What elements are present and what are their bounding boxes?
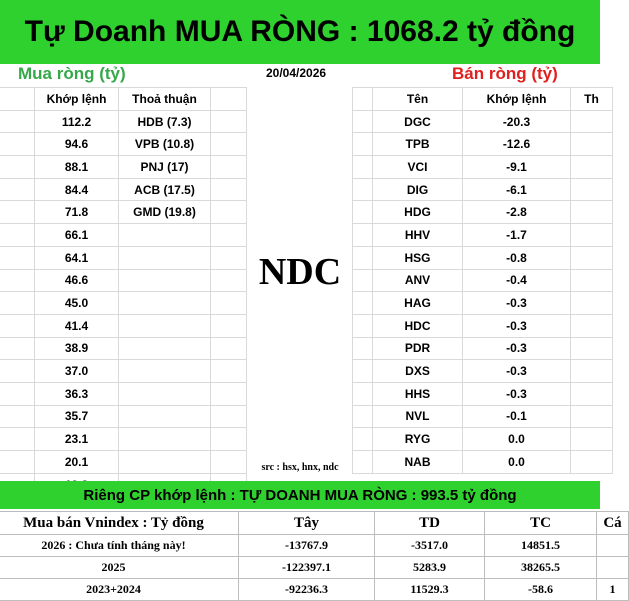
period-label: 2025 [0,557,239,579]
table-cell-blank [211,110,247,133]
period-label: 2023+2024 [0,579,239,601]
table-cell-blank [353,178,373,201]
negotiated-value [119,360,211,383]
table-cell-blank [211,269,247,292]
table-cell-blank [0,201,35,224]
table-cell-blank [571,110,613,133]
negotiated-value [119,405,211,428]
individual-value: 1 [597,579,629,601]
table-header-blank [353,88,373,111]
table-cell-blank [211,314,247,337]
table-cell-blank [571,246,613,269]
table-row [353,382,613,405]
sell-net-table [352,87,613,474]
table-row [353,451,613,474]
table-cell-blank [353,382,373,405]
table-header-blank [211,88,247,111]
ticker: HHS [373,382,463,405]
table-row [0,269,247,292]
negotiated-value [119,246,211,269]
table-header-negotiated: Th [571,88,613,111]
header-foreign: Tây [239,512,375,535]
matched-value: -12.6 [463,133,571,156]
matched-value: -2.8 [463,201,571,224]
header-vnindex: Mua bán Vnindex : Tỷ đồng [0,512,239,535]
matched-value: 37.0 [35,360,119,383]
table-cell-blank [353,451,373,474]
negotiated-value: ACB (17.5) [119,178,211,201]
table-row [0,579,629,601]
table-row [353,405,613,428]
negotiated-value: VPB (10.8) [119,133,211,156]
table-cell-blank [353,292,373,315]
negotiated-value: HDB (7.3) [119,110,211,133]
summary-bar: Riêng CP khớp lệnh : TỰ DOANH MUA RÒNG : 993.5 tỷ đồng [0,481,600,509]
negotiated-value [119,382,211,405]
table-header-matched: Khớp lệnh [35,88,119,111]
sell-net-label: Bán ròng (tỷ) [452,64,558,83]
table-header-blank [0,88,35,111]
table-row [0,246,247,269]
table-cell-blank [211,246,247,269]
report-date: 20/04/2026 [266,66,327,80]
matched-value: -0.1 [463,405,571,428]
matched-value: 0.0 [463,451,571,474]
negotiated-value: PNJ (17) [119,156,211,179]
table-cell-blank [353,133,373,156]
table-cell-blank [571,133,613,156]
institution-value: 14851.5 [485,535,597,557]
table-row [353,133,613,156]
matched-value: -0.3 [463,314,571,337]
header-individual: Cá [597,512,629,535]
table-cell-blank [571,292,613,315]
table-row [0,292,247,315]
matched-value: 64.1 [35,246,119,269]
negotiated-value [119,269,211,292]
ticker: HDG [373,201,463,224]
negotiated-value [119,224,211,247]
matched-value: -1.7 [463,224,571,247]
ticker: DIG [373,178,463,201]
table-row [353,201,613,224]
table-cell-blank [211,178,247,201]
ticker: VCI [373,156,463,179]
table-cell-blank [211,156,247,179]
matched-value: 94.6 [35,133,119,156]
table-row [0,110,247,133]
matched-value: -9.1 [463,156,571,179]
period-label: 2026 : Chưa tính tháng này! [0,535,239,557]
table-row [0,535,629,557]
table-cell-blank [353,269,373,292]
table-cell-blank [0,360,35,383]
table-cell-blank [353,360,373,383]
matched-value: 41.4 [35,314,119,337]
table-cell-blank [0,314,35,337]
table-cell-blank [0,269,35,292]
table-header-negotiated: Thoả thuận [119,88,211,111]
table-row [353,360,613,383]
matched-value: -0.3 [463,292,571,315]
institution-value: -58.6 [485,579,597,601]
matched-value: 36.3 [35,382,119,405]
table-cell-blank [353,156,373,179]
matched-value: 84.4 [35,178,119,201]
table-row [353,110,613,133]
table-cell-blank [211,337,247,360]
table-cell-blank [353,201,373,224]
table-row [0,178,247,201]
ticker: HDC [373,314,463,337]
table-cell-blank [353,246,373,269]
buy-net-label: Mua ròng (tỷ) [18,64,126,83]
matched-value: 45.0 [35,292,119,315]
buy-net-table [0,87,247,496]
table-cell-blank [571,314,613,337]
table-cell-blank [0,178,35,201]
vnindex-flow-rows [0,535,629,601]
matched-value: -0.3 [463,360,571,383]
table-cell-blank [0,156,35,179]
table-cell-blank [571,337,613,360]
ticker: HSG [373,246,463,269]
matched-value: 23.1 [35,428,119,451]
table-cell-blank [211,224,247,247]
matched-value: -20.3 [463,110,571,133]
source-note: src : hsx, hnx, ndc [261,462,339,473]
table-row [353,337,613,360]
foreign-value: -122397.1 [239,557,375,579]
table-cell-blank [571,156,613,179]
matched-value: 88.1 [35,156,119,179]
table-cell-blank [353,224,373,247]
matched-value: 112.2 [35,110,119,133]
table-row [353,269,613,292]
matched-value: -6.1 [463,178,571,201]
table-cell-blank [0,246,35,269]
table-cell-blank [571,405,613,428]
proprietary-value: 11529.3 [375,579,485,601]
table-cell-blank [353,337,373,360]
table-cell-blank [211,405,247,428]
table-row [0,428,247,451]
table-row [0,224,247,247]
table-cell-blank [211,292,247,315]
table-row [0,405,247,428]
proprietary-value: 5283.9 [375,557,485,579]
individual-value [597,557,629,579]
negotiated-value [119,337,211,360]
matched-value: 46.6 [35,269,119,292]
ticker: PDR [373,337,463,360]
table-row [353,224,613,247]
foreign-value: -13767.9 [239,535,375,557]
table-header-matched: Khớp lệnh [463,88,571,111]
ticker: DGC [373,110,463,133]
table-cell-blank [353,314,373,337]
matched-value: 35.7 [35,405,119,428]
table-row [0,314,247,337]
table-cell-blank [211,360,247,383]
matched-value: -0.4 [463,269,571,292]
table-cell-blank [0,337,35,360]
table-cell-blank [353,110,373,133]
matched-value: 0.0 [463,428,571,451]
table-row [353,156,613,179]
matched-value: -0.3 [463,337,571,360]
ticker: NAB [373,451,463,474]
table-row [0,156,247,179]
table-header-name: Tên [373,88,463,111]
matched-value: -0.3 [463,382,571,405]
table-row [0,201,247,224]
negotiated-value [119,292,211,315]
matched-value: -0.8 [463,246,571,269]
ticker: NVL [373,405,463,428]
table-cell-blank [211,451,247,474]
negotiated-value [119,314,211,337]
page-title: Tự Doanh MUA RÒNG : 1068.2 tỷ đồng [0,0,600,64]
ticker: ANV [373,269,463,292]
buy-net-rows [0,110,247,496]
individual-value [597,535,629,557]
header-proprietary: TD [375,512,485,535]
foreign-value: -92236.3 [239,579,375,601]
table-cell-blank [571,428,613,451]
table-cell-blank [353,428,373,451]
table-cell-blank [353,405,373,428]
table-row [353,178,613,201]
table-row [353,246,613,269]
table-cell-blank [211,428,247,451]
table-row [0,451,247,474]
table-cell-blank [0,133,35,156]
table-row [353,314,613,337]
sell-net-rows [353,110,613,473]
vnindex-flow-table [0,511,629,601]
table-cell-blank [211,133,247,156]
table-cell-blank [211,382,247,405]
table-row [0,133,247,156]
table-cell-blank [0,110,35,133]
matched-value: 38.9 [35,337,119,360]
table-cell-blank [0,451,35,474]
table-cell-blank [571,269,613,292]
negotiated-value [119,428,211,451]
ticker: HAG [373,292,463,315]
table-cell-blank [571,224,613,247]
table-row [0,382,247,405]
institution-value: 38265.5 [485,557,597,579]
ticker: HHV [373,224,463,247]
matched-value: 71.8 [35,201,119,224]
matched-value: 20.1 [35,451,119,474]
ticker: RYG [373,428,463,451]
table-cell-blank [211,201,247,224]
table-cell-blank [571,382,613,405]
table-row [0,337,247,360]
table-row [353,292,613,315]
table-cell-blank [0,224,35,247]
negotiated-value [119,451,211,474]
table-cell-blank [0,292,35,315]
table-row [353,428,613,451]
table-cell-blank [0,405,35,428]
ndc-watermark: NDC [258,251,342,293]
table-cell-blank [571,360,613,383]
table-row [0,557,629,579]
proprietary-value: -3517.0 [375,535,485,557]
header-institution: TC [485,512,597,535]
ticker: TPB [373,133,463,156]
table-row [0,360,247,383]
table-cell-blank [0,428,35,451]
table-cell-blank [571,451,613,474]
table-cell-blank [571,178,613,201]
table-cell-blank [0,382,35,405]
negotiated-value: GMD (19.8) [119,201,211,224]
ticker: DXS [373,360,463,383]
table-cell-blank [571,201,613,224]
matched-value: 66.1 [35,224,119,247]
